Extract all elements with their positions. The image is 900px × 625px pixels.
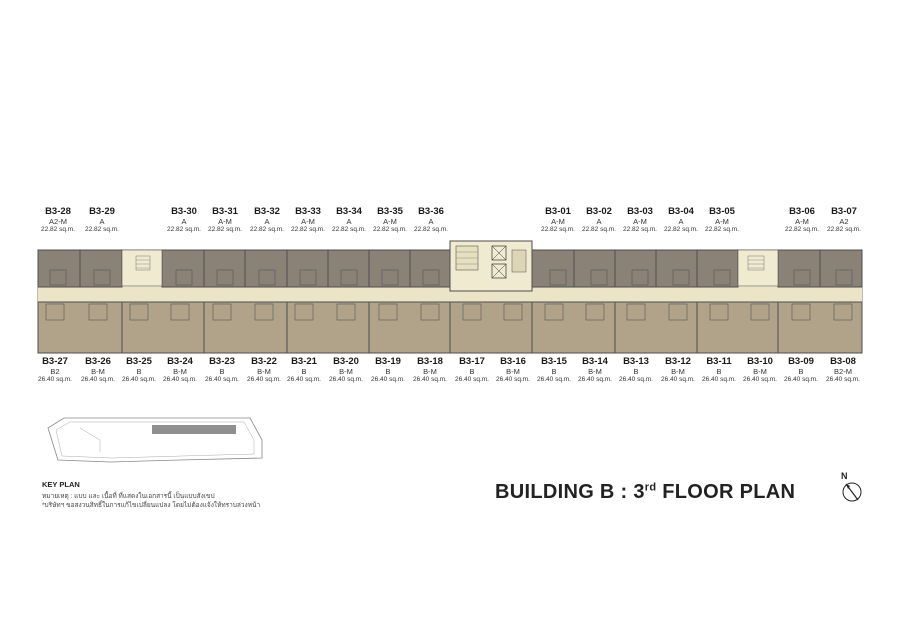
- unit-label: [534, 357, 574, 384]
- unit-code: B3-03: [627, 206, 653, 217]
- unit-label: [160, 357, 200, 384]
- unit-label: [35, 357, 75, 384]
- unit-label: [78, 357, 118, 384]
- unit-area: 22.82 sq.m.: [41, 225, 75, 233]
- unit-type: B: [469, 366, 475, 376]
- unit-type: A-M: [551, 216, 565, 226]
- unit-label: [452, 357, 492, 384]
- unit-label: [244, 357, 284, 384]
- unit-label: [538, 207, 578, 234]
- page-title: [495, 481, 795, 504]
- unit-label: [205, 207, 245, 234]
- unit-label: [326, 357, 366, 384]
- title-suffix: FLOOR PLAN: [656, 481, 796, 503]
- unit-code: B3-35: [377, 206, 403, 217]
- unit-code: B3-17: [459, 356, 485, 367]
- unit-code: B3-07: [831, 206, 857, 217]
- unit-area: 22.82 sq.m.: [705, 225, 739, 233]
- unit-label: [699, 357, 739, 384]
- unit-area: 22.82 sq.m.: [167, 225, 201, 233]
- unit-area: 26.40 sq.m.: [247, 375, 281, 383]
- unit-code: B3-02: [586, 206, 612, 217]
- unit-label: [658, 357, 698, 384]
- unit-area: 22.82 sq.m.: [623, 225, 657, 233]
- unit-label: [781, 357, 821, 384]
- unit-area: 26.40 sq.m.: [205, 375, 239, 383]
- unit-type: B: [633, 366, 639, 376]
- unit-code: B3-24: [167, 356, 193, 367]
- unit-code: B3-05: [709, 206, 735, 217]
- unit-type: A-M: [795, 216, 809, 226]
- unit-type: A: [346, 216, 352, 226]
- unit-code: B3-27: [42, 356, 68, 367]
- unit-area: 22.82 sq.m.: [291, 225, 325, 233]
- unit-label: [702, 207, 742, 234]
- unit-type: B: [219, 366, 225, 376]
- unit-area: 22.82 sq.m.: [250, 225, 284, 233]
- unit-label: [579, 207, 619, 234]
- unit-code: B3-28: [45, 206, 71, 217]
- unit-type: A-M: [301, 216, 315, 226]
- unit-code: B3-16: [500, 356, 526, 367]
- unit-area: 26.40 sq.m.: [122, 375, 156, 383]
- unit-area: 26.40 sq.m.: [413, 375, 447, 383]
- unit-code: B3-31: [212, 206, 238, 217]
- unit-type: B-M: [339, 366, 353, 376]
- unit-area: 26.40 sq.m.: [578, 375, 612, 383]
- unit-type: A-M: [633, 216, 647, 226]
- unit-area: 22.82 sq.m.: [664, 225, 698, 233]
- unit-code: B3-04: [668, 206, 694, 217]
- key-plan-title: KEY PLAN: [42, 480, 80, 489]
- unit-label: [575, 357, 615, 384]
- unit-type: B-M: [173, 366, 187, 376]
- unit-label: [620, 207, 660, 234]
- unit-type: B-M: [753, 366, 767, 376]
- unit-code: B3-13: [623, 356, 649, 367]
- unit-type: A: [181, 216, 187, 226]
- unit-code: B3-01: [545, 206, 571, 217]
- unit-type: B-M: [588, 366, 602, 376]
- unit-area: 22.82 sq.m.: [414, 225, 448, 233]
- unit-type: A-M: [715, 216, 729, 226]
- title-superscript: rd: [644, 481, 657, 494]
- unit-type: A-M: [383, 216, 397, 226]
- unit-type: B-M: [257, 366, 271, 376]
- unit-code: B3-22: [251, 356, 277, 367]
- unit-label: [368, 357, 408, 384]
- unit-type: B: [716, 366, 722, 376]
- unit-code: B3-29: [89, 206, 115, 217]
- unit-area: 22.82 sq.m.: [373, 225, 407, 233]
- unit-code: B3-21: [291, 356, 317, 367]
- unit-label: [616, 357, 656, 384]
- unit-label: [329, 207, 369, 234]
- unit-label: [661, 207, 701, 234]
- unit-type: B-M: [506, 366, 520, 376]
- unit-area: 26.40 sq.m.: [371, 375, 405, 383]
- unit-area: 26.40 sq.m.: [163, 375, 197, 383]
- unit-type: B-M: [91, 366, 105, 376]
- unit-area: 26.40 sq.m.: [329, 375, 363, 383]
- unit-label: [740, 357, 780, 384]
- unit-type: B-M: [671, 366, 685, 376]
- unit-type: B: [301, 366, 307, 376]
- north-label: N: [841, 471, 848, 481]
- unit-code: B3-15: [541, 356, 567, 367]
- unit-label: [493, 357, 533, 384]
- unit-type: B: [136, 366, 142, 376]
- unit-area: 26.40 sq.m.: [496, 375, 530, 383]
- unit-type: A: [596, 216, 602, 226]
- unit-area: 26.40 sq.m.: [702, 375, 736, 383]
- unit-label: [288, 207, 328, 234]
- stair-right: [738, 250, 778, 286]
- unit-type: A: [264, 216, 270, 226]
- unit-code: B3-23: [209, 356, 235, 367]
- unit-code: B3-36: [418, 206, 444, 217]
- unit-code: B3-32: [254, 206, 280, 217]
- unit-type: B-M: [423, 366, 437, 376]
- unit-code: B3-26: [85, 356, 111, 367]
- unit-label: [824, 207, 864, 234]
- unit-type: B2: [50, 366, 60, 376]
- top-unit-block: [532, 250, 738, 287]
- unit-label: [782, 207, 822, 234]
- unit-area: 22.82 sq.m.: [332, 225, 366, 233]
- unit-code: B3-11: [706, 356, 732, 367]
- unit-area: 26.40 sq.m.: [743, 375, 777, 383]
- unit-label: [82, 207, 122, 234]
- unit-label: [370, 207, 410, 234]
- unit-area: 26.40 sq.m.: [619, 375, 653, 383]
- unit-area: 22.82 sq.m.: [85, 225, 119, 233]
- unit-area: 26.40 sq.m.: [81, 375, 115, 383]
- unit-label: [823, 357, 863, 384]
- unit-label: [202, 357, 242, 384]
- unit-code: B3-19: [375, 356, 401, 367]
- unit-code: B3-08: [830, 356, 856, 367]
- unit-type: A2: [839, 216, 849, 226]
- unit-type: A: [678, 216, 684, 226]
- unit-area: 26.40 sq.m.: [784, 375, 818, 383]
- unit-label: [284, 357, 324, 384]
- unit-code: B3-12: [665, 356, 691, 367]
- unit-area: 26.40 sq.m.: [38, 375, 72, 383]
- unit-code: B3-30: [171, 206, 197, 217]
- unit-code: B3-34: [336, 206, 362, 217]
- key-plan-highlight: [152, 425, 236, 434]
- key-plan-drawing: [48, 418, 262, 462]
- key-plan-note-2: *บริษัทฯ ขอสงวนสิทธิ์ในการแก้ไขเปลี่ยนแปลง โดยไม่ต้องแจ้งให้ทราบล่วงหน้า: [42, 502, 261, 509]
- central-core: [450, 241, 532, 291]
- unit-code: B3-14: [582, 356, 608, 367]
- unit-code: B3-09: [788, 356, 814, 367]
- title-prefix: BUILDING B : 3: [495, 481, 645, 503]
- unit-code: B3-25: [126, 356, 152, 367]
- unit-type: B2-M: [834, 366, 852, 376]
- unit-area: 26.40 sq.m.: [287, 375, 321, 383]
- unit-code: B3-18: [417, 356, 443, 367]
- unit-type: A: [99, 216, 105, 226]
- unit-type: A-M: [218, 216, 232, 226]
- unit-code: B3-20: [333, 356, 359, 367]
- top-unit-block: [162, 250, 450, 287]
- stair-left: [122, 250, 162, 286]
- unit-area: 26.40 sq.m.: [826, 375, 860, 383]
- unit-label: [38, 207, 78, 234]
- unit-area: 26.40 sq.m.: [455, 375, 489, 383]
- unit-code: B3-10: [747, 356, 773, 367]
- unit-label: [411, 207, 451, 234]
- north-arrow-icon: [843, 483, 861, 501]
- unit-type: A2-M: [49, 216, 67, 226]
- unit-type: B: [798, 366, 804, 376]
- unit-area: 26.40 sq.m.: [537, 375, 571, 383]
- bottom-units-group: [38, 302, 862, 353]
- unit-label: [164, 207, 204, 234]
- unit-area: 26.40 sq.m.: [661, 375, 695, 383]
- unit-label: [119, 357, 159, 384]
- unit-area: 22.82 sq.m.: [582, 225, 616, 233]
- unit-area: 22.82 sq.m.: [208, 225, 242, 233]
- unit-area: 22.82 sq.m.: [827, 225, 861, 233]
- unit-type: B: [551, 366, 557, 376]
- unit-type: A: [428, 216, 434, 226]
- unit-area: 22.82 sq.m.: [785, 225, 819, 233]
- unit-label: [247, 207, 287, 234]
- unit-code: B3-33: [295, 206, 321, 217]
- unit-type: B: [385, 366, 391, 376]
- unit-area: 22.82 sq.m.: [541, 225, 575, 233]
- unit-code: B3-06: [789, 206, 815, 217]
- unit-label: [410, 357, 450, 384]
- key-plan-note-1: หมายเหตุ : แบบ และ เนื้อที่ ที่แสดงในเอกสารนี้ เป็นแบบสังเขป: [42, 493, 215, 500]
